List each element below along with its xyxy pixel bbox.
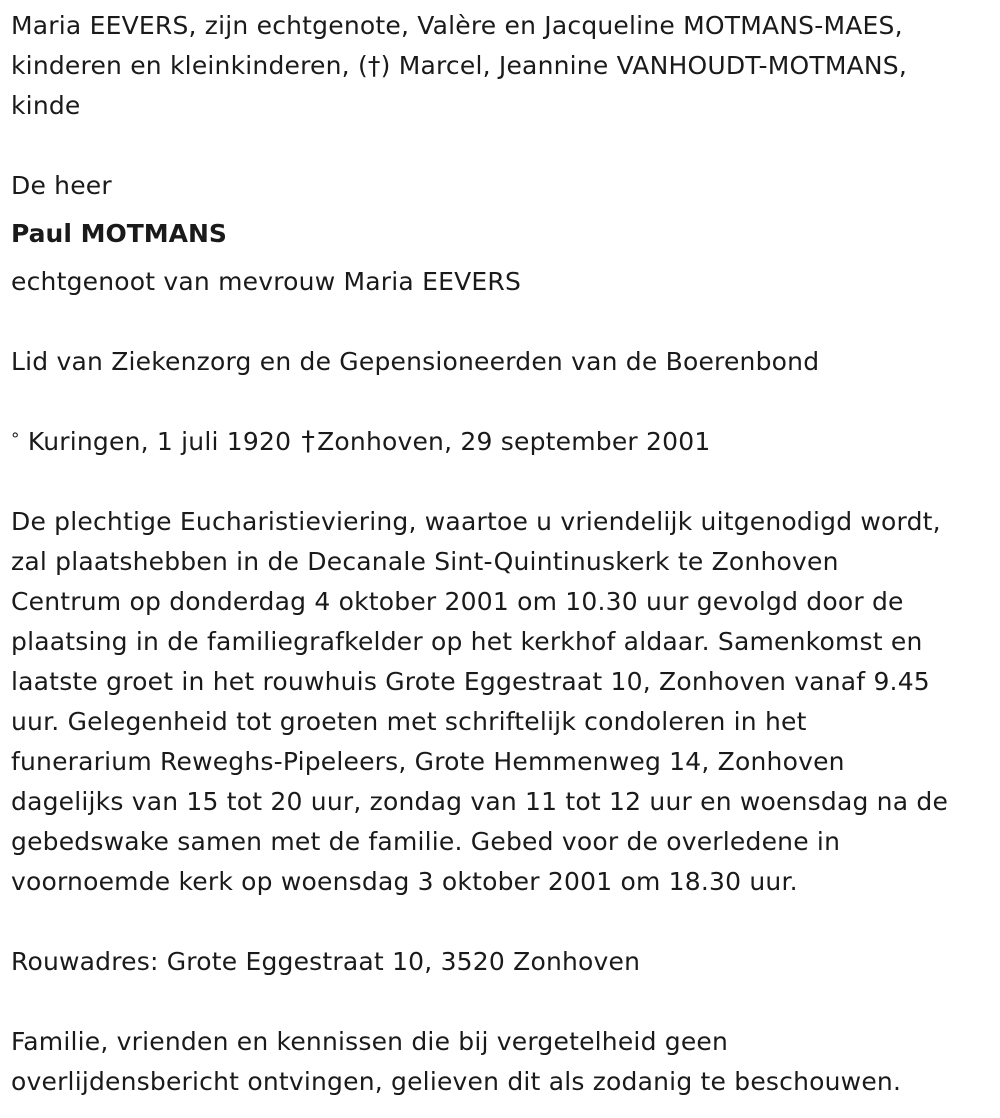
ceremony-line-5: laatste groet in het rouwhuis Grote Eggestraat 10, Zonhoven vanaf 9.45 [11, 667, 930, 696]
deceased-name: Paul MOTMANS [11, 219, 227, 248]
notice-line-2: overlijdensbericht ontvingen, gelieven dit als zodanig te beschouwen. [11, 1067, 902, 1096]
ceremony-line-7: funerarium Reweghs-Pipeleers, Grote Hemmenweg 14, Zonhoven [11, 747, 845, 776]
salutation: De heer [11, 171, 112, 200]
notice-paragraph [11, 1022, 996, 1102]
birth-date: Kuringen, 1 juli 1920 [27, 427, 292, 456]
ceremony-line-9: gebedswake samen met de familie. Gebed voor de overledene in [11, 827, 841, 856]
ceremony-line-8: dagelijks van 15 tot 20 uur, zondag van 11 tot 12 uur en woensdag na de [11, 787, 949, 816]
life-dates [11, 422, 996, 462]
ceremony-line-4: plaatsing in de familiegrafkelder op het kerkhof aldaar. Samenkomst en [11, 627, 923, 656]
ceremony-paragraph [11, 502, 996, 902]
spouse-line: echtgenoot van mevrouw Maria EEVERS [11, 267, 522, 296]
notice-line-1: Familie, vrienden en kennissen die bij vergetelheid geen [11, 1027, 729, 1056]
family-line-3: kinde [11, 91, 81, 120]
ceremony-line-6: uur. Gelegenheid tot groeten met schriftelijk condoleren in het [11, 707, 807, 736]
ceremony-line-1: De plechtige Eucharistieviering, waartoe u vriendelijk uitgenodigd wordt, [11, 507, 941, 536]
obituary-notice [11, 6, 996, 1102]
family-line-1: Maria EEVERS, zijn echtgenote, Valère en Jacqueline MOTMANS-MAES, [11, 11, 903, 40]
mourning-address: Rouwadres: Grote Eggestraat 10, 3520 Zonhoven [11, 947, 641, 976]
ceremony-line-3: Centrum op donderdag 4 oktober 2001 om 10.30 uur gevolgd door de [11, 587, 904, 616]
family-paragraph [11, 6, 996, 126]
birth-symbol-icon: ° [11, 430, 20, 450]
membership-line: Lid van Ziekenzorg en de Gepensioneerden van de Boerenbond [11, 347, 820, 376]
ceremony-line-10: voornoemde kerk op woensdag 3 oktober 2001 om 18.30 uur. [11, 867, 798, 896]
death-date: Zonhoven, 29 september 2001 [317, 427, 711, 456]
family-line-2: kinderen en kleinkinderen, (†) Marcel, Jeannine VANHOUDT-MOTMANS, [11, 51, 908, 80]
ceremony-line-2: zal plaatshebben in de Decanale Sint-Quintinuskerk te Zonhoven [11, 547, 839, 576]
cross-icon: † [301, 426, 316, 457]
